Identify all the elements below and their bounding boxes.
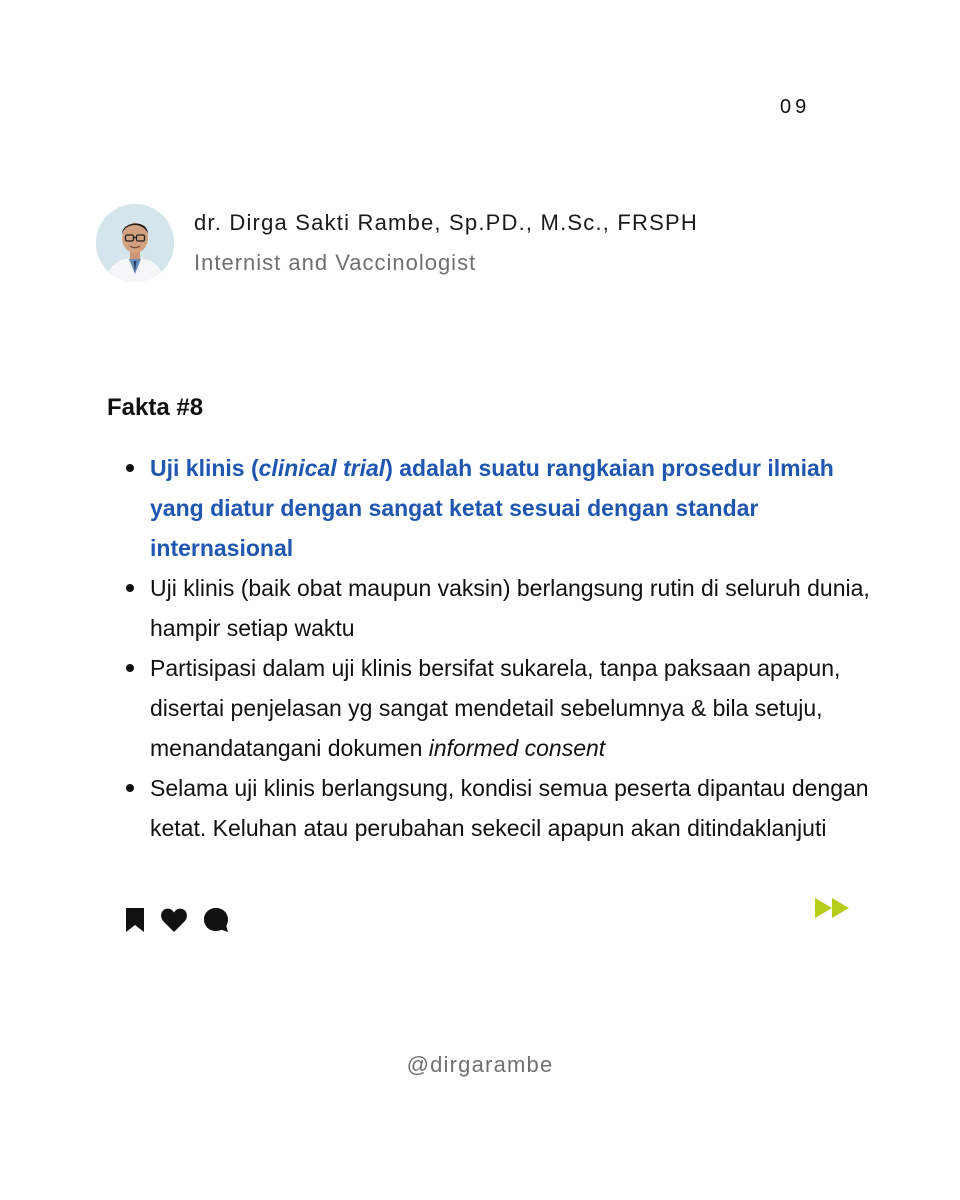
fact-text: Uji klinis ( [150,455,259,481]
social-handle: @dirgarambe [406,1052,554,1077]
fact-text: Partisipasi dalam uji klinis bersifat sukarela, tanpa paksaan apapun, disertai penjelasan yg sangat mendetail sebelumnya & bila setuju, menandatangani dokumen [150,655,841,761]
fact-item [123,768,883,848]
page-number: 09 [780,96,811,118]
fact-item [123,568,883,648]
fast-forward-icon[interactable] [814,896,852,925]
avatar [96,204,174,282]
fact-text: Selama uji klinis berlangsung, kondisi semua peserta dipantau dengan ketat. Keluhan atau perubahan sekecil apapun akan ditindaklanjuti [150,775,869,841]
comment-icon[interactable] [202,906,230,939]
fact-text: ) adalah suatu rangkaian prosedur ilmiah yang diatur dengan sangat ketat sesuai dengan standar internasional [150,455,834,561]
fact-italic-term: informed consent [428,735,606,761]
author-block [96,204,698,282]
action-bar [124,906,244,939]
fact-text: Uji klinis (baik obat maupun vaksin) berlangsung rutin di seluruh dunia, hampir setiap waktu [150,575,870,641]
bookmark-icon[interactable] [124,907,146,938]
author-role: Internist and Vaccinologist [194,250,477,275]
fact-italic-term: clinical trial [258,455,386,481]
fact-list [123,448,883,848]
fact-item [123,448,883,568]
heart-icon[interactable] [160,907,188,938]
fact-item [123,648,883,768]
fact-heading: Fakta #8 [107,394,204,421]
author-name: dr. Dirga Sakti Rambe, Sp.PD., M.Sc., FRSPH [194,210,698,235]
